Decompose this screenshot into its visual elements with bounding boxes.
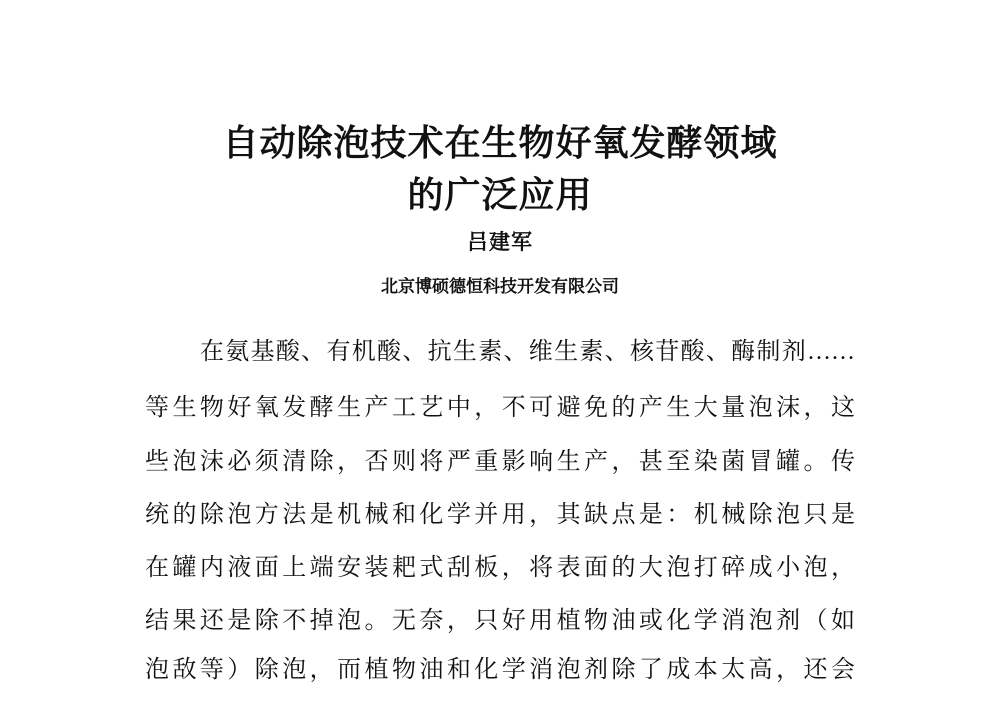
body-line: 结果还是除不掉泡。无奈，只好用植物油或化学消泡剂（如	[145, 608, 855, 634]
paper-title-line-2: 的广泛应用	[407, 175, 593, 215]
body-line: 泡敌等）除泡，而植物油和化学消泡剂除了成本太高，还会	[145, 657, 855, 683]
body-line: 在罐内液面上端安装耙式刮板，将表面的大泡打碎成小泡，	[145, 555, 855, 581]
body-line: 统的除泡方法是机械和化学并用，其缺点是：机械除泡只是	[145, 502, 855, 528]
author-affiliation: 北京博硕德恒科技开发有限公司	[381, 277, 619, 296]
body-line: 在氨基酸、有机酸、抗生素、维生素、核苷酸、酶制剂……	[200, 339, 855, 365]
body-line: 些泡沫必须清除，否则将严重影响生产，甚至染菌冒罐。传	[145, 449, 855, 475]
paper-title-line-1: 自动除泡技术在生物好氧发酵领域	[222, 123, 778, 163]
body-line: 等生物好氧发酵生产工艺中，不可避免的产生大量泡沫，这	[145, 395, 855, 421]
author-name: 吕建军	[467, 230, 533, 254]
